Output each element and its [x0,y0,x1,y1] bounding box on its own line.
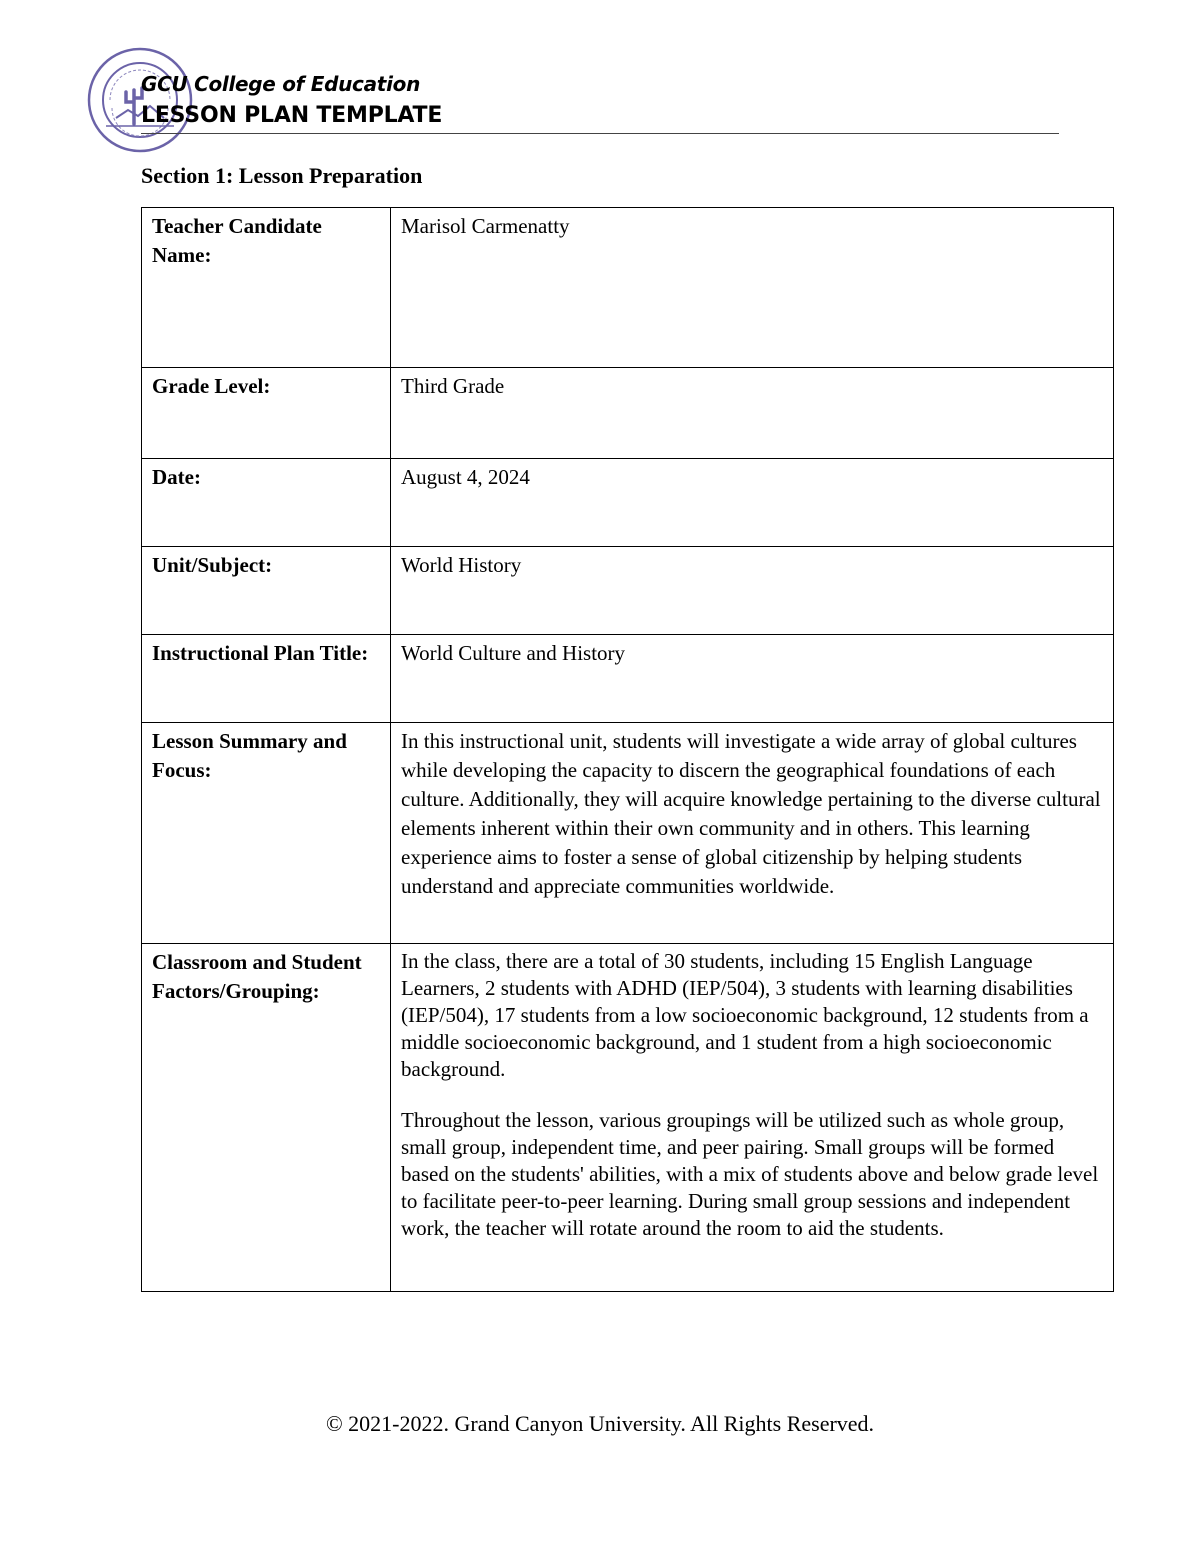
row-label: Date: [142,459,391,547]
row-value: World Culture and History [391,635,1114,723]
table-row [142,547,1114,635]
row-label: Unit/Subject: [142,547,391,635]
copyright-footer: © 2021-2022. Grand Canyon University. All Rights Reserved. [325,1411,875,1436]
row-value: In this instructional unit, students will investigate a wide array of global cultures while developing the capacity to discern the geographical foundations of each culture. Additionally, they will acquire knowledge pertaining to the diverse cultural elements inherent within their own community and in others. This learning experience aims to foster a sense of global citizenship by helping students understand and appreciate communities worldwide. [391,723,1114,944]
table-row [142,944,1114,1292]
template-title: LESSON PLAN TEMPLATE [141,103,443,128]
university-seal-icon [86,46,194,154]
row-value: Third Grade [391,368,1114,459]
college-name: GCU College of Education [141,72,421,96]
row-label: Instructional Plan Title: [142,635,391,723]
row-value: August 4, 2024 [391,459,1114,547]
row-label: Grade Level: [142,368,391,459]
grouping-paragraph-1: In the class, there are a total of 30 students, including 15 English Language Learners, 2 students with ADHD (IEP/504), 3 students with learning disabilities (IEP/504), 17 students from a low socioeconomic background, 12 students from a middle socioeconomic background, and 1 student from a high socioeconomic background. [401,949,1089,1081]
row-value [391,944,1114,1292]
section-heading: Section 1: Lesson Preparation [141,163,423,188]
header-divider [141,133,1059,134]
lesson-preparation-table [141,207,1114,1292]
table-row [142,368,1114,459]
row-label: Lesson Summary and Focus: [142,723,391,944]
row-label: Teacher Candidate Name: [142,208,391,368]
table-row [142,723,1114,944]
table-row [142,459,1114,547]
table-row [142,635,1114,723]
row-value: Marisol Carmenatty [391,208,1114,368]
row-label: Classroom and Student Factors/Grouping: [142,944,391,1292]
row-value: World History [391,547,1114,635]
table-row [142,208,1114,368]
grouping-paragraph-2: Throughout the lesson, various groupings will be utilized such as whole group, small group, independent time, and peer pairing. Small groups will be formed based on the students' abilities, with a mix of students above and below grade level to facilitate peer-to-peer learning. During small group sessions and independent work, the teacher will rotate around the room to aid the students. [401,1108,1099,1240]
